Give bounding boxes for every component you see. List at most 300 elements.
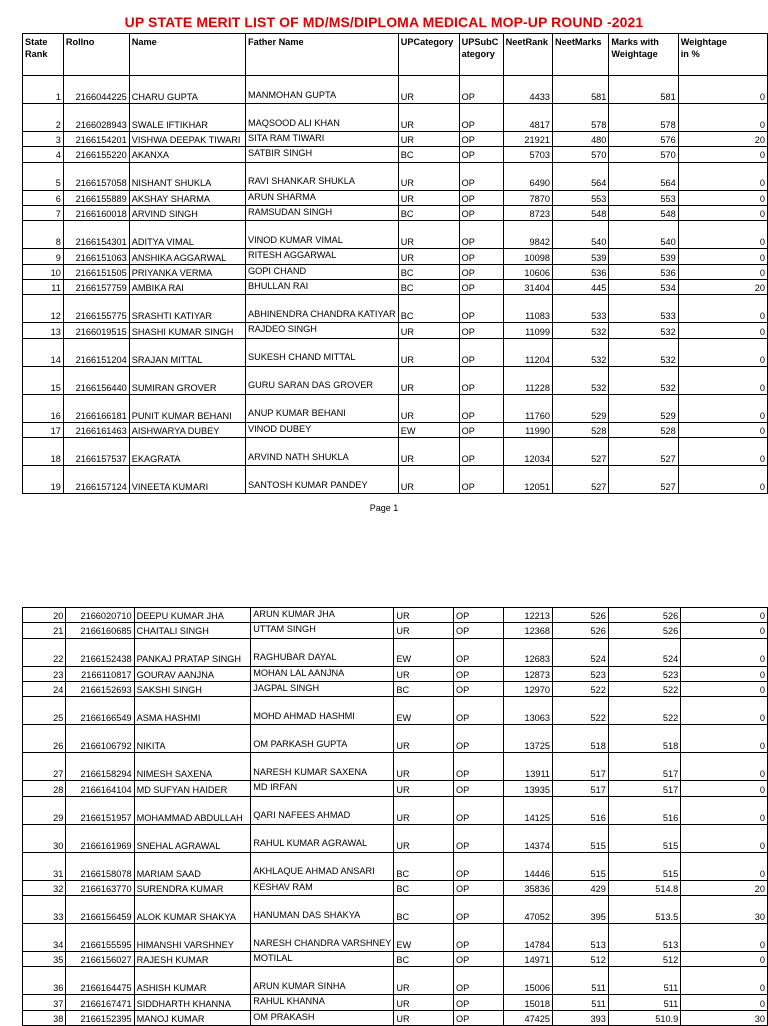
neet-rank-cell: 12683	[504, 638, 553, 666]
marks-weightage-cell: 536	[609, 264, 678, 279]
neet-marks-cell: 526	[553, 608, 609, 623]
subcategory-cell: OP	[459, 190, 503, 205]
marks-weightage-cell: 526	[608, 608, 680, 623]
rank-cell: 4	[23, 147, 64, 162]
weightage-cell: 0	[678, 338, 767, 366]
rank-cell: 23	[23, 666, 66, 681]
table-body-page-1	[23, 76, 768, 494]
category-cell: BC	[398, 147, 459, 162]
rank-cell: 34	[23, 924, 66, 952]
subcategory-cell: OP	[459, 162, 503, 190]
neet-rank-cell: 12368	[504, 623, 553, 638]
marks-weightage-cell: 564	[609, 162, 678, 190]
table-row	[23, 682, 768, 697]
neet-marks-cell: 539	[552, 249, 608, 264]
name-cell: ASMA HASHMI	[134, 697, 251, 725]
marks-weightage-cell: 513.5	[608, 896, 680, 924]
marks-weightage-cell: 511	[608, 995, 680, 1010]
weightage-cell: 0	[678, 249, 767, 264]
neet-marks-cell: 512	[553, 952, 609, 967]
category-cell: UR	[394, 608, 454, 623]
category-cell: EW	[394, 638, 454, 666]
category-cell: UR	[394, 666, 454, 681]
name-cell: CHAITALI SINGH	[134, 623, 251, 638]
father-name-cell: RAGHUBAR DAYAL	[251, 638, 394, 666]
weightage-cell: 0	[678, 206, 767, 221]
table-row	[23, 852, 768, 880]
rank-cell: 24	[23, 682, 66, 697]
neet-marks-cell: 581	[552, 76, 608, 104]
neet-marks-cell: 518	[553, 725, 609, 753]
merit-table-page-1	[22, 33, 768, 494]
rollno-cell: 2166044225	[63, 76, 129, 104]
rollno-cell: 2166154301	[63, 221, 129, 249]
table-row	[23, 338, 768, 366]
name-cell: HIMANSHI VARSHNEY	[134, 924, 251, 952]
rank-cell: 25	[23, 697, 66, 725]
table-row	[23, 466, 768, 494]
marks-weightage-cell: 511	[608, 967, 680, 995]
name-cell: PANKAJ PRATAP SINGH	[134, 638, 251, 666]
rollno-cell: 2166155220	[63, 147, 129, 162]
marks-weightage-cell: 527	[609, 466, 678, 494]
neet-marks-cell: 532	[552, 366, 608, 394]
name-cell: MARIAM SAAD	[134, 852, 251, 880]
table-row	[23, 952, 768, 967]
marks-weightage-cell: 532	[609, 366, 678, 394]
table-row	[23, 221, 768, 249]
category-cell: UR	[394, 623, 454, 638]
rollno-cell: 2166157537	[63, 438, 129, 466]
rank-cell: 35	[23, 952, 66, 967]
neet-marks-cell: 553	[552, 190, 608, 205]
category-cell: UR	[398, 466, 459, 494]
subcategory-cell: OP	[454, 623, 504, 638]
name-cell: CHARU GUPTA	[129, 76, 245, 104]
rank-cell: 13	[23, 323, 64, 338]
neet-marks-cell: 515	[553, 824, 609, 852]
weightage-cell: 0	[678, 147, 767, 162]
header-state-rank: State Rank	[23, 34, 64, 76]
subcategory-cell: OP	[454, 781, 504, 796]
category-cell: UR	[398, 221, 459, 249]
neet-rank-cell: 11760	[503, 394, 552, 422]
name-cell: ADITYA VIMAL	[129, 221, 245, 249]
table-row	[23, 162, 768, 190]
neet-marks-cell: 527	[552, 438, 608, 466]
table-row	[23, 76, 768, 104]
table-row	[23, 249, 768, 264]
weightage-cell: 0	[678, 76, 767, 104]
subcategory-cell: OP	[459, 323, 503, 338]
subcategory-cell: OP	[459, 366, 503, 394]
weightage-cell: 30	[681, 1010, 768, 1025]
category-cell: UR	[394, 967, 454, 995]
table-body-page-2	[23, 608, 768, 1026]
neet-marks-cell: 540	[552, 221, 608, 249]
marks-weightage-cell: 515	[608, 824, 680, 852]
subcategory-cell: OP	[459, 249, 503, 264]
weightage-cell: 0	[678, 162, 767, 190]
marks-weightage-cell: 513	[608, 924, 680, 952]
table-header-row	[23, 34, 768, 76]
subcategory-cell: OP	[454, 924, 504, 952]
neet-rank-cell: 12970	[504, 682, 553, 697]
subcategory-cell: OP	[459, 338, 503, 366]
rank-cell: 15	[23, 366, 64, 394]
category-cell: UR	[398, 323, 459, 338]
neet-rank-cell: 14971	[504, 952, 553, 967]
subcategory-cell: OP	[459, 147, 503, 162]
header-father-name: Father Name	[245, 34, 398, 76]
category-cell: UR	[394, 753, 454, 781]
neet-rank-cell: 15006	[504, 967, 553, 995]
table-row	[23, 924, 768, 952]
name-cell: VISHWA DEEPAK TIWARI	[129, 132, 245, 147]
table-row	[23, 422, 768, 437]
marks-weightage-cell: 512	[608, 952, 680, 967]
neet-marks-cell: 511	[553, 995, 609, 1010]
header-upcategory: UPCategory	[398, 34, 459, 76]
marks-weightage-cell: 522	[608, 697, 680, 725]
weightage-cell: 0	[681, 697, 768, 725]
rollno-cell: 2166166549	[66, 697, 134, 725]
rank-cell: 20	[23, 608, 66, 623]
father-name-cell: ABHINENDRA CHANDRA KATIYAR	[245, 295, 398, 323]
rollno-cell: 2166155775	[63, 295, 129, 323]
table-row	[23, 264, 768, 279]
father-name-cell: UTTAM SINGH	[251, 623, 394, 638]
rank-cell: 33	[23, 896, 66, 924]
table-row	[23, 147, 768, 162]
rollno-cell: 2166151204	[63, 338, 129, 366]
rank-cell: 10	[23, 264, 64, 279]
page-number: Page 1	[369, 503, 399, 513]
category-cell: UR	[398, 76, 459, 104]
neet-marks-cell: 532	[552, 323, 608, 338]
marks-weightage-cell: 524	[608, 638, 680, 666]
neet-marks-cell: 526	[553, 623, 609, 638]
rank-cell: 22	[23, 638, 66, 666]
neet-rank-cell: 7870	[503, 190, 552, 205]
neet-rank-cell: 4817	[503, 104, 552, 132]
rank-cell: 11	[23, 280, 64, 295]
subcategory-cell: OP	[454, 952, 504, 967]
neet-rank-cell: 47425	[504, 1010, 553, 1025]
rank-cell: 14	[23, 338, 64, 366]
subcategory-cell: OP	[454, 608, 504, 623]
rank-cell: 26	[23, 725, 66, 753]
father-name-cell: RAJDEO SINGH	[245, 323, 398, 338]
name-cell: SURENDRA KUMAR	[134, 880, 251, 895]
category-cell: UR	[394, 725, 454, 753]
rollno-cell: 2166152693	[66, 682, 134, 697]
neet-rank-cell: 11204	[503, 338, 552, 366]
weightage-cell: 0	[678, 466, 767, 494]
father-name-cell: RAHUL KHANNA	[251, 995, 394, 1010]
subcategory-cell: OP	[459, 264, 503, 279]
subcategory-cell: OP	[459, 438, 503, 466]
category-cell: UR	[398, 366, 459, 394]
neet-rank-cell: 14374	[504, 824, 553, 852]
father-name-cell: AKHLAQUE AHMAD ANSARI	[251, 852, 394, 880]
table-row	[23, 394, 768, 422]
marks-weightage-cell: 533	[609, 295, 678, 323]
weightage-cell: 0	[681, 725, 768, 753]
table-row	[23, 280, 768, 295]
weightage-cell: 0	[681, 852, 768, 880]
table-row	[23, 995, 768, 1010]
subcategory-cell: OP	[454, 896, 504, 924]
neet-marks-cell: 524	[553, 638, 609, 666]
father-name-cell: SITA RAM TIWARI	[245, 132, 398, 147]
rollno-cell: 2166157759	[63, 280, 129, 295]
name-cell: AISHWARYA DUBEY	[129, 422, 245, 437]
father-name-cell: RAVI SHANKAR SHUKLA	[245, 162, 398, 190]
marks-weightage-cell: 539	[609, 249, 678, 264]
subcategory-cell: OP	[459, 104, 503, 132]
rollno-cell: 2166160685	[66, 623, 134, 638]
neet-marks-cell: 393	[553, 1010, 609, 1025]
father-name-cell: VINOD KUMAR VIMAL	[245, 221, 398, 249]
subcategory-cell: OP	[459, 206, 503, 221]
rank-cell: 5	[23, 162, 64, 190]
marks-weightage-cell: 523	[608, 666, 680, 681]
subcategory-cell: OP	[454, 967, 504, 995]
name-cell: NIMESH SAXENA	[134, 753, 251, 781]
rank-cell: 31	[23, 852, 66, 880]
neet-rank-cell: 14125	[504, 796, 553, 824]
neet-marks-cell: 429	[553, 880, 609, 895]
neet-rank-cell: 12873	[504, 666, 553, 681]
father-name-cell: OM PARKASH GUPTA	[251, 725, 394, 753]
neet-marks-cell: 548	[552, 206, 608, 221]
rank-cell: 32	[23, 880, 66, 895]
rollno-cell: 2166110817	[66, 666, 134, 681]
name-cell: SAKSHI SINGH	[134, 682, 251, 697]
category-cell: UR	[398, 162, 459, 190]
subcategory-cell: OP	[454, 824, 504, 852]
rank-cell: 27	[23, 753, 66, 781]
rollno-cell: 2166166181	[63, 394, 129, 422]
table-row	[23, 104, 768, 132]
neet-rank-cell: 12213	[504, 608, 553, 623]
weightage-cell: 0	[681, 682, 768, 697]
father-name-cell: RAHUL KUMAR AGRAWAL	[251, 824, 394, 852]
rollno-cell: 2166155595	[66, 924, 134, 952]
weightage-cell: 0	[681, 608, 768, 623]
marks-weightage-cell: 532	[609, 323, 678, 338]
marks-weightage-cell: 527	[609, 438, 678, 466]
weightage-cell: 0	[678, 438, 767, 466]
rank-cell: 30	[23, 824, 66, 852]
rollno-cell: 2166161969	[66, 824, 134, 852]
category-cell: EW	[398, 422, 459, 437]
marks-weightage-cell: 529	[609, 394, 678, 422]
category-cell: BC	[394, 682, 454, 697]
category-cell: UR	[398, 338, 459, 366]
table-row	[23, 623, 768, 638]
rollno-cell: 2166154201	[63, 132, 129, 147]
category-cell: BC	[398, 264, 459, 279]
rank-cell: 12	[23, 295, 64, 323]
neet-rank-cell: 14446	[504, 852, 553, 880]
father-name-cell: ARUN SHARMA	[245, 190, 398, 205]
name-cell: EKAGRATA	[129, 438, 245, 466]
father-name-cell: MANMOHAN GUPTA	[245, 76, 398, 104]
weightage-cell: 0	[678, 323, 767, 338]
neet-marks-cell: 536	[552, 264, 608, 279]
father-name-cell: MAQSOOD ALI KHAN	[245, 104, 398, 132]
rank-cell: 1	[23, 76, 64, 104]
name-cell: SIDDHARTH KHANNA	[134, 995, 251, 1010]
neet-rank-cell: 10098	[503, 249, 552, 264]
header-weightage: Weightage in %	[678, 34, 767, 76]
name-cell: AMBIKA RAI	[129, 280, 245, 295]
name-cell: SUMIRAN GROVER	[129, 366, 245, 394]
name-cell: VINEETA KUMARI	[129, 466, 245, 494]
rank-cell: 38	[23, 1010, 66, 1025]
marks-weightage-cell: 516	[608, 796, 680, 824]
category-cell: UR	[398, 104, 459, 132]
subcategory-cell: OP	[454, 995, 504, 1010]
rollno-cell: 2166019515	[63, 323, 129, 338]
neet-marks-cell: 532	[552, 338, 608, 366]
neet-marks-cell: 522	[553, 682, 609, 697]
name-cell: NISHANT SHUKLA	[129, 162, 245, 190]
marks-weightage-cell: 532	[609, 338, 678, 366]
marks-weightage-cell: 522	[608, 682, 680, 697]
marks-weightage-cell: 548	[609, 206, 678, 221]
table-row	[23, 725, 768, 753]
category-cell: UR	[398, 190, 459, 205]
neet-rank-cell: 12034	[503, 438, 552, 466]
rollno-cell: 2166164104	[66, 781, 134, 796]
marks-weightage-cell: 540	[609, 221, 678, 249]
neet-rank-cell: 13911	[504, 753, 553, 781]
header-neetmarks: NeetMarks	[552, 34, 608, 76]
father-name-cell: ARVIND NATH SHUKLA	[245, 438, 398, 466]
neet-rank-cell: 13935	[504, 781, 553, 796]
weightage-cell: 30	[681, 896, 768, 924]
subcategory-cell: OP	[459, 295, 503, 323]
rollno-cell: 2166157124	[63, 466, 129, 494]
neet-marks-cell: 533	[552, 295, 608, 323]
father-name-cell: NARESH KUMAR SAXENA	[251, 753, 394, 781]
rank-cell: 16	[23, 394, 64, 422]
rollno-cell: 2166156459	[66, 896, 134, 924]
neet-rank-cell: 11228	[503, 366, 552, 394]
subcategory-cell: OP	[459, 280, 503, 295]
neet-marks-cell: 516	[553, 796, 609, 824]
rollno-cell: 2166028943	[63, 104, 129, 132]
neet-rank-cell: 13725	[504, 725, 553, 753]
table-row	[23, 753, 768, 781]
father-name-cell: SUKESH CHAND MITTAL	[245, 338, 398, 366]
subcategory-cell: OP	[459, 76, 503, 104]
category-cell: BC	[394, 880, 454, 895]
category-cell: BC	[394, 852, 454, 880]
neet-marks-cell: 527	[552, 466, 608, 494]
neet-marks-cell: 570	[552, 147, 608, 162]
father-name-cell: ARUN KUMAR SINHA	[251, 967, 394, 995]
table-row	[23, 132, 768, 147]
table-row	[23, 295, 768, 323]
weightage-cell: 0	[678, 366, 767, 394]
rank-cell: 19	[23, 466, 64, 494]
neet-marks-cell: 445	[552, 280, 608, 295]
neet-marks-cell: 522	[553, 697, 609, 725]
name-cell: DEEPU KUMAR JHA	[134, 608, 251, 623]
father-name-cell: GOPI CHAND	[245, 264, 398, 279]
subcategory-cell: OP	[454, 682, 504, 697]
name-cell: GOURAV AANJNA	[134, 666, 251, 681]
name-cell: SHASHI KUMAR SINGH	[129, 323, 245, 338]
subcategory-cell: OP	[454, 1010, 504, 1025]
weightage-cell: 0	[681, 666, 768, 681]
marks-weightage-cell: 570	[609, 147, 678, 162]
subcategory-cell: OP	[459, 132, 503, 147]
name-cell: SRASHTI KATIYAR	[129, 295, 245, 323]
neet-marks-cell: 517	[553, 781, 609, 796]
neet-marks-cell: 564	[552, 162, 608, 190]
rollno-cell: 2166163770	[66, 880, 134, 895]
neet-rank-cell: 35836	[504, 880, 553, 895]
subcategory-cell: OP	[459, 221, 503, 249]
rollno-cell: 2166160018	[63, 206, 129, 221]
father-name-cell: MOTILAL	[251, 952, 394, 967]
rollno-cell: 2166156440	[63, 366, 129, 394]
document-title: UP STATE MERIT LIST OF MD/MS/DIPLOMA MEDICAL MOP-UP ROUND -2021	[124, 14, 644, 30]
rollno-cell: 2166155889	[63, 190, 129, 205]
father-name-cell: HANUMAN DAS SHAKYA	[251, 896, 394, 924]
category-cell: EW	[394, 924, 454, 952]
neet-rank-cell: 11990	[503, 422, 552, 437]
table-row	[23, 666, 768, 681]
weightage-cell: 20	[678, 280, 767, 295]
rollno-cell: 2166151063	[63, 249, 129, 264]
weightage-cell: 0	[681, 623, 768, 638]
rollno-cell: 2166158294	[66, 753, 134, 781]
father-name-cell: MD IRFAN	[251, 781, 394, 796]
subcategory-cell: OP	[454, 638, 504, 666]
table-row	[23, 206, 768, 221]
name-cell: SRAJAN MITTAL	[129, 338, 245, 366]
neet-marks-cell: 511	[553, 967, 609, 995]
marks-weightage-cell: 526	[608, 623, 680, 638]
rollno-cell: 2166151957	[66, 796, 134, 824]
name-cell: SNEHAL AGRAWAL	[134, 824, 251, 852]
father-name-cell: QARI NAFEES AHMAD	[251, 796, 394, 824]
neet-marks-cell: 517	[553, 753, 609, 781]
rollno-cell: 2166164475	[66, 967, 134, 995]
marks-weightage-cell: 517	[608, 753, 680, 781]
marks-weightage-cell: 578	[609, 104, 678, 132]
category-cell: UR	[398, 438, 459, 466]
category-cell: UR	[394, 824, 454, 852]
table-row	[23, 880, 768, 895]
category-cell: UR	[394, 781, 454, 796]
rollno-cell: 2166158078	[66, 852, 134, 880]
weightage-cell: 0	[681, 753, 768, 781]
subcategory-cell: OP	[454, 697, 504, 725]
rank-cell: 9	[23, 249, 64, 264]
weightage-cell: 0	[678, 221, 767, 249]
rank-cell: 37	[23, 995, 66, 1010]
rollno-cell: 2166156027	[66, 952, 134, 967]
category-cell: UR	[394, 796, 454, 824]
father-name-cell: ARUN KUMAR JHA	[251, 608, 394, 623]
